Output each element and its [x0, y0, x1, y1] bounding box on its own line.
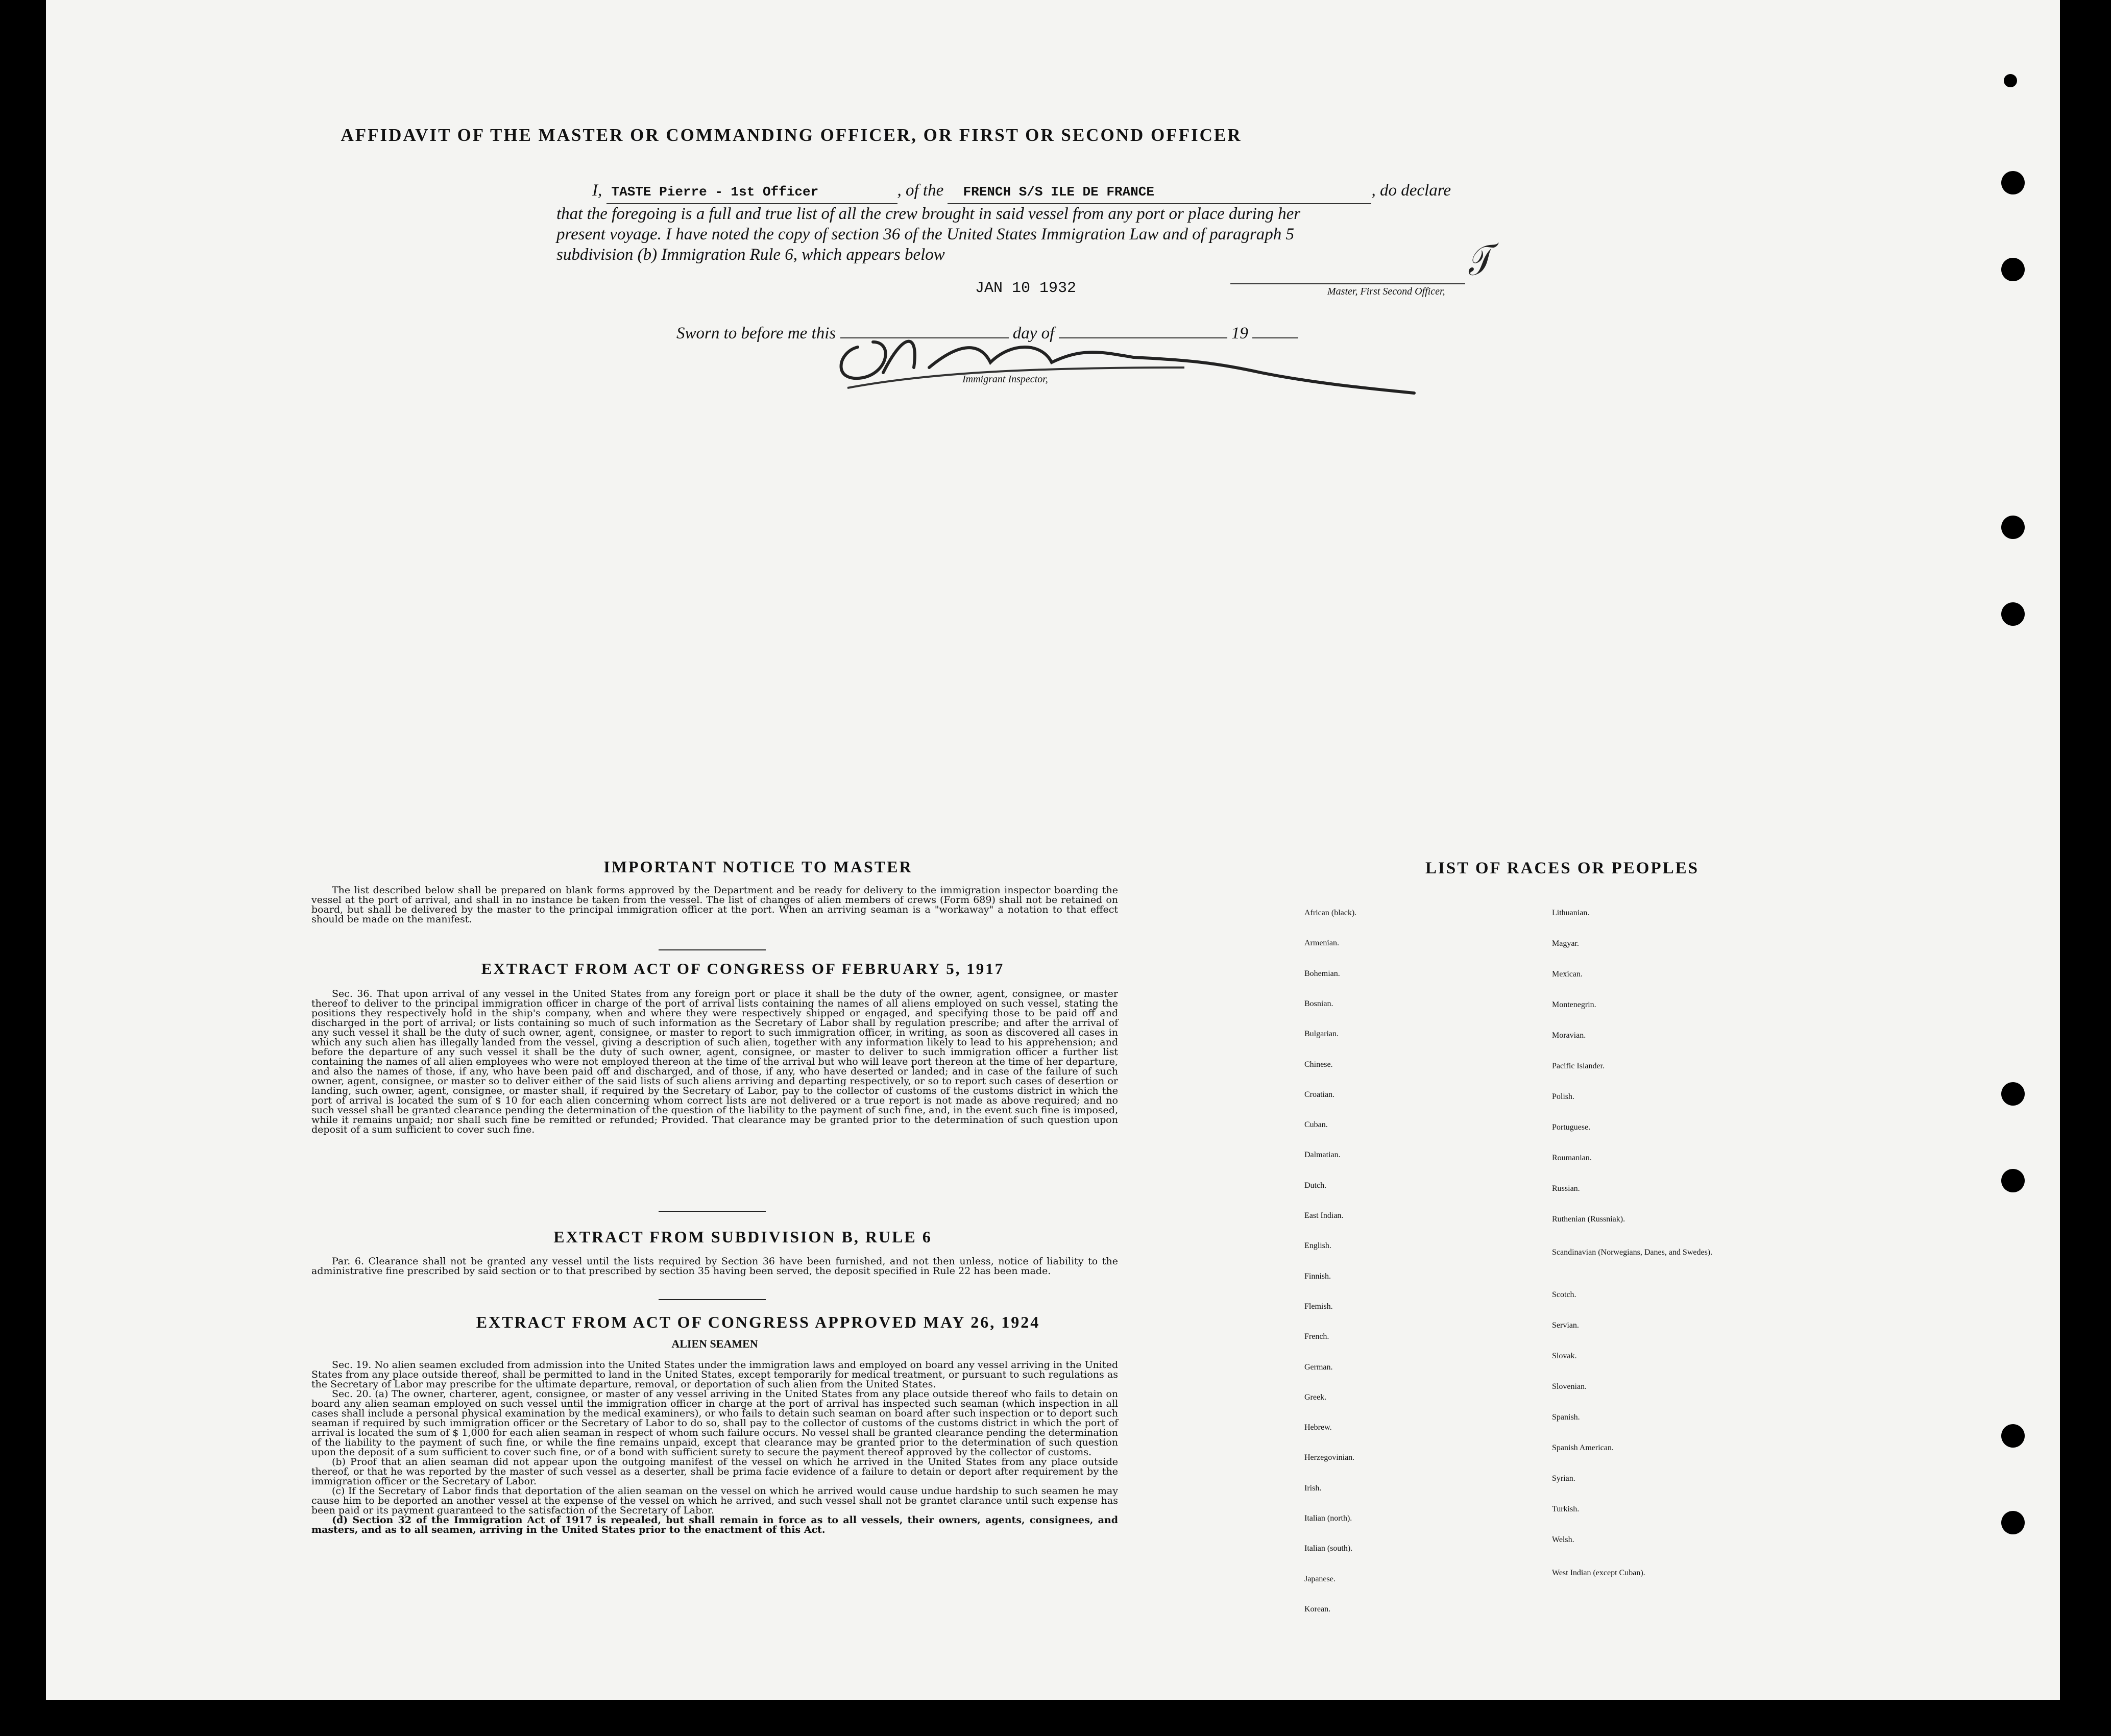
race-item: Italian (south). — [1304, 1544, 1353, 1553]
race-item: Welsh. — [1552, 1535, 1574, 1544]
bleed-through-header — [138, 77, 2027, 107]
binder-hole — [2001, 602, 2025, 626]
extract-1924-body — [311, 1360, 1118, 1535]
divider — [659, 1299, 766, 1300]
race-item: Polish. — [1552, 1092, 1575, 1101]
race-item: Cuban. — [1304, 1120, 1328, 1130]
race-item: Armenian. — [1304, 939, 1339, 948]
binder-hole — [2001, 258, 2025, 281]
race-item: Japanese. — [1304, 1574, 1336, 1583]
of-the-label: , of the — [897, 181, 944, 200]
year-prefix: 19 — [1231, 324, 1248, 343]
race-item: Hebrew. — [1304, 1423, 1332, 1432]
race-item: East Indian. — [1304, 1211, 1344, 1220]
race-item: Magyar. — [1552, 939, 1579, 948]
race-item: Spanish American. — [1552, 1444, 1614, 1452]
extract-1917-paragraph: Sec. 36. That upon arrival of any vessel in the United States from any foreign port or place it shall be the duty of the owner, agent, consignee, or master thereof to deliver to the principal immigration officer in charge of the port of arrival lists containing the names of all aliens employed on such vessel, stating the positions they respectively hold in the ship's company, when and where they were respectively shipped or engaged, and specifying those to be paid off and discharged in the port of arrival; or lists containing so much of such information as the Secretary of Labor shall by regulation prescribe; and after the arrival of any such vessel it shall be the duty of such owner, agent, consignee, or master to report to such immigration officer, in writing, as soon as discovered all cases in which any such alien has illegally landed from the vessel, giving a description of such alien, together with any information likely to lead to his apprehension; and before the departure of any such vessel it shall be the duty of such owner, agent, consignee, or master to deliver to such immigration officer a further list containing the names of all alien employees who were not employed thereon at the time of the arrival but who will leave port thereon at the time of her departure, and also the names of those, if any, who have been paid off and discharged, and of those, if any, who have deserted or landed; and in case of the failure of such owner, agent, consignee, or master so to deliver either of the said lists of such aliens arriving and departing respectively, or so to report such cases of desertion or landing, such owner, agent, consignee, or master shall, if required by the Secretary of Labor, pay to the collector of customs of the customs district in which the port of arrival is located the sum of $ 10 for each alien concerning whom correct lists are not delivered or a true report is not made as above required; and no such vessel shall be granted clearance pending the determination of the question of the liability to the payment of such fine, and, in the event such fine is imposed, while it remains unpaid; nor shall such fine be remitted or refunded; Provided. That clearance may be granted prior to the determination of such question upon deposit of a sum sufficient to cover such fine. — [311, 988, 1118, 1135]
race-item: Korean. — [1304, 1604, 1331, 1613]
race-item: Dutch. — [1304, 1181, 1327, 1190]
affidavit-line-4: subdivision (b) Immigration Rule 6, which appears below — [556, 246, 945, 264]
officer-title-label: Master, First Second Officer, — [1327, 286, 1445, 297]
officer-signature-line — [1230, 283, 1465, 284]
race-item: Scotch. — [1552, 1290, 1576, 1299]
race-item: Ruthenian (Russniak). — [1552, 1215, 1625, 1224]
race-item: Irish. — [1304, 1483, 1322, 1493]
race-item: Mexican. — [1552, 970, 1583, 979]
binder-hole — [2004, 74, 2017, 87]
divider — [659, 949, 766, 950]
i-label: I, — [592, 181, 602, 200]
race-item: Russian. — [1552, 1184, 1580, 1193]
binder-hole — [2001, 516, 2025, 539]
section-20b-paragraph: (b) Proof that an alien seaman did not appear upon the outgoing manifest of the vessel on which he arrived in the United States from any place outside thereof, or that he was reported by the master of such vessel as a deserter, shall be prima facie evidence of a failure to detain or deport after requirement by the immigration officer or the Secretary of Labor. — [311, 1456, 1118, 1487]
officer-signature: 𝒯 — [1460, 237, 1498, 285]
date-stamp: JAN 10 1932 — [975, 280, 1077, 297]
race-item: Servian. — [1552, 1321, 1579, 1330]
binder-hole — [2001, 1424, 2025, 1448]
race-item: French. — [1304, 1332, 1329, 1341]
extract-1917-body — [311, 989, 1118, 1135]
race-item: Roumanian. — [1552, 1154, 1592, 1162]
notice-title: IMPORTANT NOTICE TO MASTER — [603, 858, 913, 876]
notice-paragraph: The list described below shall be prepared on blank forms approved by the Department and be ready for delivery to the immigration inspector boarding the vessel at the port of arrival, and shall in no instance be taken from the vessel. The list of changes of alien members of crews (Form 689) shall not be retained on board, but shall be delivered by the master to the principal immigration officer at the port. When an arriving seaman is a "workaway" a notation to that effect should be made on the manifest. — [311, 885, 1118, 925]
race-item: Scandinavian (Norwegians, Danes, and Swedes). — [1552, 1248, 1713, 1257]
do-declare-label: , do declare — [1371, 181, 1451, 200]
extract-1924-subtitle: ALIEN SEAMEN — [671, 1337, 758, 1350]
extract-1917-title: EXTRACT FROM ACT OF CONGRESS OF FEBRUARY 5, 1917 — [481, 960, 1005, 977]
section-20a-paragraph: Sec. 20. (a) The owner, charterer, agent, consignee, or master of any vessel arriving in the United States from any place outside thereof who fails to detain on board any alien seaman employed on such vessel until the immigration officer in charge at the port of arrival has inspected such seaman (which inspection in all cases shall include a personal physical examination by the medical examiners), or who fails to detain such seaman on board after such inspection or to deport such seaman if required by such immigration officer or the Secretary of Labor to do so, shall pay to the collector of customs of the customs district in which the port of arrival is located the sum of $ 1,000 for each alien seaman in respect of whom such failure occurs. No vessel shall be granted clearance pending the determination of the liability to the payment of such fine, or while the fine remains unpaid, except that clearance may be granted prior to the determination of such question upon the deposit of a sum sufficient to cover such fine, or of a bond with sufficient surety to secure the payment thereof approved by the collector of customs. — [311, 1388, 1118, 1458]
day-of-label: day of — [1012, 324, 1055, 343]
officer-name: TASTE Pierre - 1st Officer — [606, 181, 897, 204]
race-item: Portuguese. — [1552, 1123, 1591, 1132]
section-20d-paragraph: (d) Section 32 of the Immigration Act of 1917 is repealed, but shall remain in force as to all vessels, their owners, agents, consignees, and masters, and as to all seamen, arriving in the United States prior to the enactment of this Act. — [311, 1514, 1118, 1535]
binder-hole — [2001, 1082, 2025, 1106]
race-item: Flemish. — [1304, 1302, 1333, 1311]
race-item: Italian (north). — [1304, 1514, 1352, 1523]
race-item: German. — [1304, 1362, 1333, 1372]
race-item: Greek. — [1304, 1392, 1327, 1402]
race-item: Spanish. — [1552, 1413, 1580, 1422]
affidavit-title: AFFIDAVIT OF THE MASTER OR COMMANDING OFFICER, OR FIRST OR SECOND OFFICER — [341, 125, 1242, 145]
race-item: English. — [1304, 1241, 1331, 1251]
rule-6-title: EXTRACT FROM SUBDIVISION B, RULE 6 — [553, 1228, 932, 1246]
sworn-prefix: Sworn to before me this — [676, 324, 836, 343]
document-page — [46, 0, 2060, 1700]
extract-1924-title: EXTRACT FROM ACT OF CONGRESS APPROVED MAY 26, 1924 — [476, 1313, 1040, 1331]
notice-body — [311, 886, 1118, 924]
race-item: Slovenian. — [1552, 1382, 1587, 1391]
bleed-through-row — [403, 385, 1986, 401]
race-item: Pacific Islander. — [1552, 1062, 1605, 1070]
rule-6-body — [311, 1257, 1118, 1276]
race-item: Slovak. — [1552, 1352, 1577, 1360]
race-item: Dalmatian. — [1304, 1151, 1341, 1160]
binder-hole — [2001, 1169, 2025, 1192]
race-item: Finnish. — [1304, 1272, 1331, 1281]
inspector-label: Immigrant Inspector, — [962, 374, 1048, 385]
affidavit-line-1 — [556, 180, 1552, 204]
race-item: Croatian. — [1304, 1090, 1335, 1099]
race-item: Herzegovinian. — [1304, 1453, 1355, 1462]
race-item: Turkish. — [1552, 1505, 1580, 1513]
section-20c-paragraph: (c) If the Secretary of Labor finds that deportation of the alien seaman on the vessel on which he arrived would cause undue hardship to such seamen he may cause him to be deported an another vessel at the expense of the vessel on which he arrived, and such vessel shall not be grantet clarance until such expense has been paid or its payment guaranteed to the satisfaction of the Secretary of Labor. — [311, 1485, 1118, 1516]
race-item: Montenegrin. — [1552, 1000, 1596, 1009]
race-item: Syrian. — [1552, 1474, 1575, 1483]
races-title: LIST OF RACES OR PEOPLES — [1425, 859, 1699, 877]
race-item: Chinese. — [1304, 1060, 1333, 1069]
binder-hole — [2001, 171, 2025, 194]
vessel-name: FRENCH S/S ILE DE FRANCE — [948, 181, 1371, 204]
section-19-paragraph: Sec. 19. No alien seamen excluded from admission into the United States under the immigration laws and employed on board any vessel arriving in the United States from any place outside thereof, shall be permitted to land in the United States, except temporarily for medical treatment, or pursuant to such regulations as the Secretary of Labor may prescribe for the ultimate departure, removal, or deportation of such alien from the United States. — [311, 1359, 1118, 1390]
race-item: Moravian. — [1552, 1031, 1586, 1040]
affidavit-line-2: that the foregoing is a full and true list of all the crew brought in said vessel from any port or place during her — [556, 205, 1301, 223]
race-item: Bulgarian. — [1304, 1030, 1339, 1039]
race-item: Bosnian. — [1304, 999, 1333, 1008]
affidavit-line-3: present voyage. I have noted the copy of section 36 of the United States Immigration Law and of paragraph 5 — [556, 225, 1295, 243]
race-item: Lithuanian. — [1552, 909, 1590, 917]
race-item: West Indian (except Cuban). — [1552, 1569, 1645, 1577]
race-item: African (black). — [1304, 909, 1357, 917]
binder-hole — [2001, 1511, 2025, 1534]
race-item: Bohemian. — [1304, 969, 1340, 978]
rule-6-paragraph: Par. 6. Clearance shall not be granted any vessel until the lists required by Section 36 have been furnished, and not then unless, notice of liability to the administrative fine prescribed by said section or to that prescribed by section 35 having been served, the deposit specified in Rule 22 has been made. — [311, 1256, 1118, 1277]
divider — [659, 1211, 766, 1212]
